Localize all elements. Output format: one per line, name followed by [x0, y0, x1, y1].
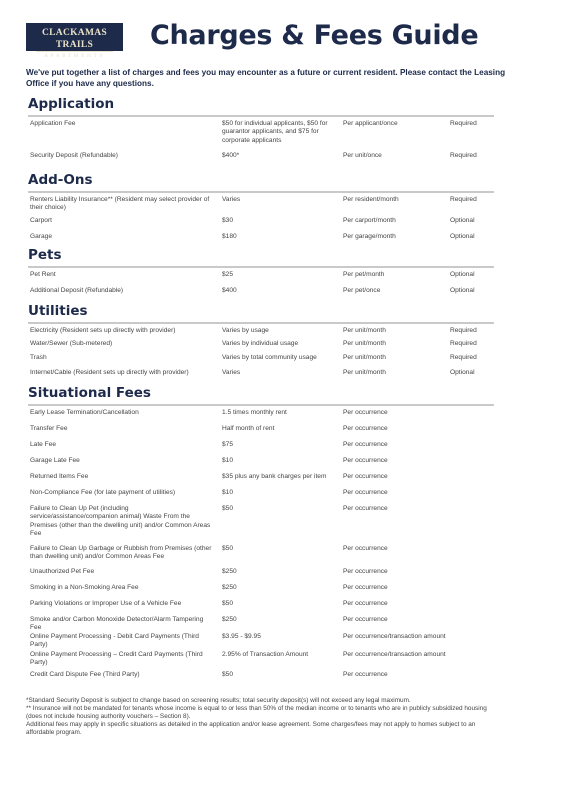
fee-amount: $75	[222, 441, 234, 448]
intro-text: We've put together a list of charges and fees you may encounter as a future or current resident. Please contact the Leasing Office if you have any questions.	[26, 68, 506, 88]
logo-line-2: APARTMENTS	[36, 51, 113, 60]
fee-frequency: Per unit/month	[343, 354, 386, 361]
footnote: Additional fees may apply in specific situations as detailed in the application and/or lease agreement. Some charges/fees may not apply to homes subject to an affordable program.	[26, 721, 476, 737]
fee-name: Smoke and/or Carbon Monoxide Detector/Alarm Tampering Fee	[30, 616, 204, 632]
fee-name: Transfer Fee	[30, 425, 68, 432]
fee-amount: Varies	[222, 369, 241, 376]
fee-amount: $50	[222, 505, 234, 512]
fee-name: Garage	[30, 233, 52, 240]
fee-amount: $3.95 - $9.95	[222, 633, 261, 640]
fee-frequency: Per carport/month	[343, 217, 396, 224]
fee-row	[28, 568, 494, 584]
fee-name: Trash	[30, 354, 47, 361]
fee-frequency: Per occurrence	[343, 473, 388, 480]
fee-amount: $35 plus any bank charges per item	[222, 473, 327, 480]
fee-amount: Varies by usage	[222, 327, 269, 334]
fee-row	[28, 584, 494, 600]
fee-row	[28, 600, 494, 616]
fee-frequency: Per resident/month	[343, 196, 399, 203]
fee-row	[28, 633, 494, 651]
section-divider	[28, 266, 494, 268]
fee-frequency: Per pet/month	[343, 271, 385, 278]
fee-name: Early Lease Termination/Cancellation	[30, 409, 139, 416]
fee-name: Electricity (Resident sets up directly with provider)	[30, 327, 176, 334]
fee-amount: $50 for individual applicants, $50 for guarantor applicants, and $75 for corporate applicants	[222, 120, 328, 144]
fee-amount: $50	[222, 671, 234, 678]
fee-requirement: Required	[450, 120, 477, 127]
fee-amount: 2.95% of Transaction Amount	[222, 651, 309, 658]
fee-row	[28, 327, 494, 340]
section	[28, 384, 494, 685]
fee-row	[28, 340, 494, 354]
fee-name: Credit Card Dispute Fee (Third Party)	[30, 671, 140, 678]
fee-amount: Half month of rent	[222, 425, 275, 432]
fee-row	[28, 369, 494, 383]
footnote: ** Insurance will not be mandated for tenants whose income is equal to or less than 50% of the median income or to tenants who are in publicly subsidized housing (does not include housing authority vouchers – Section 8).	[26, 705, 487, 721]
fee-amount: $30	[222, 217, 234, 224]
fee-row	[28, 152, 494, 168]
fee-frequency: Per occurrence	[343, 545, 388, 552]
fee-name: Internet/Cable (Resident sets up directly with provider)	[30, 369, 189, 376]
fee-requirement: Required	[450, 354, 477, 361]
logo	[26, 23, 123, 59]
fee-row	[28, 505, 494, 545]
section-title: Pets	[28, 247, 62, 263]
fee-name: Late Fee	[30, 441, 57, 448]
fee-amount: $250	[222, 568, 237, 575]
section-divider	[28, 322, 494, 324]
fee-requirement: Required	[450, 327, 477, 334]
fee-frequency: Per pet/once	[343, 287, 381, 294]
fee-row	[28, 409, 494, 425]
fee-frequency: Per occurrence/transaction amount	[343, 651, 446, 658]
fee-requirement: Optional	[450, 287, 475, 294]
fee-amount: 1.5 times monthly rent	[222, 409, 287, 416]
section-title: Application	[28, 96, 115, 112]
fee-frequency: Per unit/month	[343, 369, 386, 376]
fee-frequency: Per occurrence	[343, 457, 388, 464]
section-title: Situational Fees	[28, 385, 151, 401]
fee-amount: $10	[222, 457, 234, 464]
fee-frequency: Per garage/month	[343, 233, 396, 240]
fee-row	[28, 196, 494, 217]
page-title: Charges & Fees Guide	[150, 20, 479, 51]
fee-amount: $250	[222, 584, 237, 591]
fee-frequency: Per applicant/once	[343, 120, 398, 127]
fee-frequency: Per occurrence	[343, 568, 388, 575]
fee-amount: $400	[222, 287, 237, 294]
fee-name: Garage Late Fee	[30, 457, 80, 464]
fee-name: Online Payment Processing - Debit Card Payments (Third Party)	[30, 633, 199, 649]
fee-amount: $25	[222, 271, 234, 278]
fee-frequency: Per unit/month	[343, 327, 386, 334]
fee-row	[28, 457, 494, 473]
footnote: *Standard Security Deposit is subject to change based on screening results; total security deposit(s) will not exceed any legal maximum.	[26, 697, 411, 704]
fee-name: Failure to Clean Up Garbage or Rubbish from Premises (other than dwelling unit) and/or Common Areas Fee	[30, 545, 212, 561]
fee-name: Returned Items Fee	[30, 473, 89, 480]
section	[28, 171, 494, 249]
fee-row	[28, 651, 494, 671]
section-divider	[28, 191, 494, 193]
fee-name: Pet Rent	[30, 271, 56, 278]
fee-amount: Varies	[222, 196, 241, 203]
fee-amount: Varies by individual usage	[222, 340, 299, 347]
fee-name: Non-Compliance Fee (for late payment of utilities)	[30, 489, 176, 496]
fee-row	[28, 441, 494, 457]
section	[28, 302, 494, 383]
fee-requirement: Required	[450, 340, 477, 347]
fee-frequency: Per occurrence	[343, 489, 388, 496]
fee-amount: $250	[222, 616, 237, 623]
section-title: Add-Ons	[28, 172, 93, 188]
fee-row	[28, 120, 494, 152]
fee-row	[28, 616, 494, 633]
fee-amount: $180	[222, 233, 237, 240]
fee-frequency: Per unit/month	[343, 340, 386, 347]
fee-requirement: Required	[450, 152, 477, 159]
fee-requirement: Optional	[450, 233, 475, 240]
fee-name: Failure to Clean Up Pet (including service/assistance/companion animal) Waste From the Premises (other than the dwelling unit) and/or Common Areas Fee	[30, 505, 211, 538]
fee-name: Additional Deposit (Refundable)	[30, 287, 124, 294]
fee-frequency: Per occurrence	[343, 600, 388, 607]
fee-name: Parking Violations or Improper Use of a Vehicle Fee	[30, 600, 182, 607]
fee-amount: $50	[222, 545, 234, 552]
logo-line-1: CLACKAMAS TRAILS	[42, 28, 107, 50]
fee-name: Water/Sewer (Sub-metered)	[30, 340, 113, 347]
fee-frequency: Per occurrence	[343, 441, 388, 448]
fee-frequency: Per occurrence	[343, 671, 388, 678]
fee-requirement: Required	[450, 196, 477, 203]
fee-row	[28, 473, 494, 489]
fee-requirement: Optional	[450, 369, 475, 376]
fee-name: Security Deposit (Refundable)	[30, 152, 118, 159]
fee-row	[28, 287, 494, 303]
section-divider	[28, 115, 494, 117]
fee-row	[28, 425, 494, 441]
section	[28, 246, 494, 303]
fee-name: Renters Liability Insurance** (Resident may select provider of their choice)	[30, 196, 210, 212]
fee-row	[28, 671, 494, 685]
section-divider	[28, 404, 494, 406]
fee-frequency: Per occurrence	[343, 425, 388, 432]
fee-name: Smoking in a Non-Smoking Area Fee	[30, 584, 139, 591]
fee-requirement: Optional	[450, 217, 475, 224]
fee-frequency: Per occurrence	[343, 505, 388, 512]
fee-amount: $10	[222, 489, 234, 496]
fee-row	[28, 354, 494, 369]
fee-row	[28, 217, 494, 233]
fee-row	[28, 271, 494, 287]
fee-frequency: Per occurrence	[343, 584, 388, 591]
fee-frequency: Per occurrence	[343, 409, 388, 416]
fee-amount: Varies by total community usage	[222, 354, 317, 361]
fee-row	[28, 489, 494, 505]
section-title: Utilities	[28, 303, 88, 319]
fee-requirement: Optional	[450, 271, 475, 278]
fee-frequency: Per unit/once	[343, 152, 382, 159]
fee-name: Carport	[30, 217, 52, 224]
section	[28, 95, 494, 168]
fee-name: Unauthorized Pet Fee	[30, 568, 95, 575]
fee-name: Application Fee	[30, 120, 76, 127]
footnotes	[26, 697, 496, 737]
fee-amount: $400*	[222, 152, 240, 159]
fee-amount: $50	[222, 600, 234, 607]
fee-row	[28, 545, 494, 568]
fee-frequency: Per occurrence	[343, 616, 388, 623]
fee-frequency: Per occurrence/transaction amount	[343, 633, 446, 640]
fee-name: Online Payment Processing – Credit Card Payments (Third Party)	[30, 651, 203, 667]
